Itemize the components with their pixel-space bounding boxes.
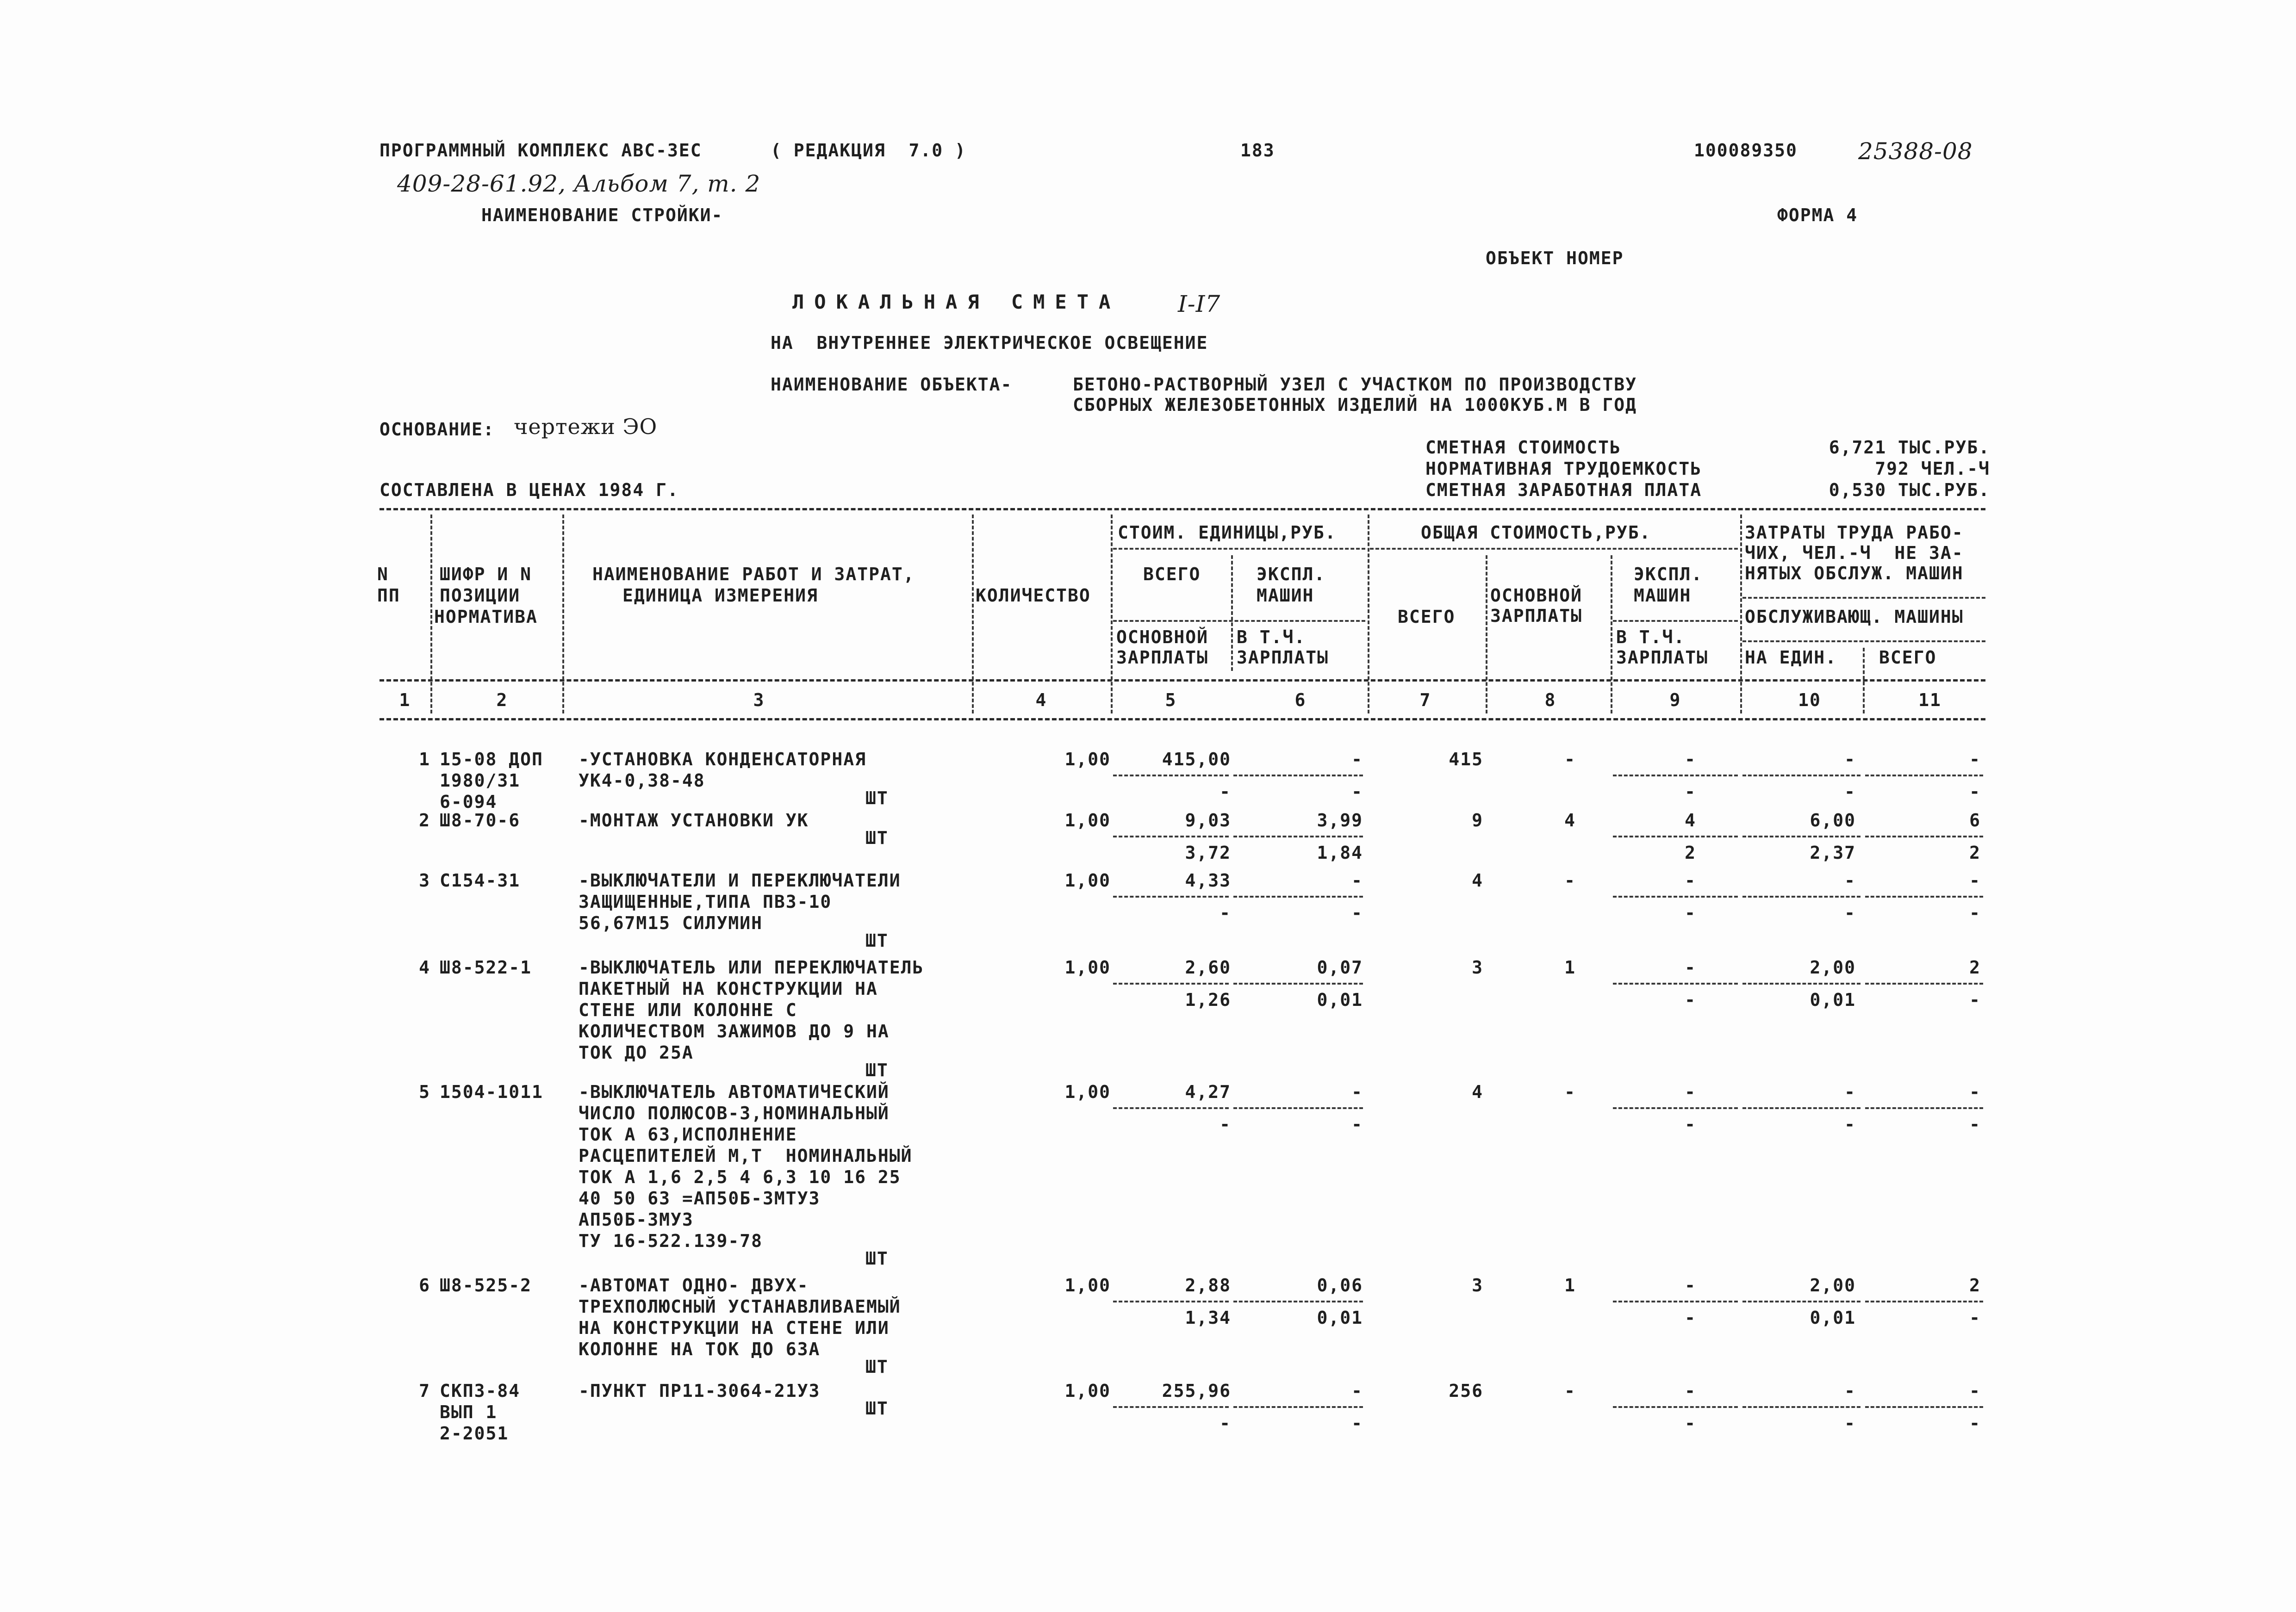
object-name-line2: СБОРНЫХ ЖЕЛЕЗОБЕТОННЫХ ИЗДЕЛИЙ НА 1000КУБ.М В ГОД	[1073, 395, 1637, 415]
row-total-base: -	[1564, 870, 1576, 891]
cell-sub-rule	[1742, 836, 1860, 837]
row-labor-unit-2: -	[1844, 1413, 1856, 1433]
header-pp: ПП	[377, 585, 400, 606]
row-unit-base: 3,72	[1185, 843, 1231, 863]
cell-sub-rule	[1742, 1301, 1860, 1302]
row-unit-expl: -	[1351, 1381, 1363, 1401]
row-unit-vtch: -	[1351, 781, 1363, 802]
row-labor-total-2: -	[1969, 1413, 1981, 1433]
header-labor-1: ЗАТРАТЫ ТРУДА РАБО-	[1745, 522, 1964, 543]
row-labor-total: -	[1969, 870, 1981, 891]
page-number: 183	[1240, 140, 1275, 161]
row-number: 7	[419, 1381, 430, 1401]
header-labor-3: НЯТЫХ ОБСЛУЖ. МАШИН	[1745, 563, 1964, 583]
cell-sub-rule	[1865, 983, 1983, 985]
row-unit-total: 4,27	[1185, 1082, 1231, 1102]
header-sub-rule	[1370, 548, 1738, 550]
row-unit-expl: 3,99	[1317, 810, 1363, 831]
header-sub-rule	[1742, 640, 1985, 642]
row-total-vtch: -	[1685, 1114, 1696, 1135]
col-divider	[1611, 555, 1612, 713]
cell-sub-rule	[1865, 775, 1983, 776]
summary-value-labor: 792 ЧЕЛ.-Ч	[1875, 459, 1990, 479]
cell-sub-rule	[1233, 775, 1363, 776]
cell-sub-rule	[1742, 1406, 1860, 1408]
row-total: 3	[1472, 1275, 1483, 1296]
row-total-base: -	[1564, 749, 1576, 769]
cell-sub-rule	[1742, 1107, 1860, 1109]
row-unit-base: -	[1220, 1114, 1231, 1135]
estimate-subtitle: НА ВНУТРЕННЕЕ ЭЛЕКТРИЧЕСКОЕ ОСВЕЩЕНИЕ	[771, 333, 1208, 353]
cell-sub-rule	[1113, 896, 1229, 898]
basis-label: ОСНОВАНИЕ:	[380, 419, 495, 440]
header-unit-expl-2: МАШИН	[1257, 585, 1314, 606]
header-sub-rule	[1613, 620, 1738, 622]
row-labor-unit: 2,00	[1810, 1275, 1856, 1296]
basis-value: чертежи ЭО	[514, 414, 658, 439]
cell-sub-rule	[1233, 1406, 1363, 1408]
row-code: ВЫП 1	[440, 1402, 498, 1422]
row-labor-unit: -	[1844, 1082, 1856, 1102]
header-unit-vtch-2: ЗАРПЛАТЫ	[1237, 647, 1329, 668]
cell-sub-rule	[1113, 836, 1229, 837]
row-number: 1	[419, 749, 430, 769]
row-labor-total-2: -	[1969, 903, 1981, 923]
row-total-base: 1	[1564, 957, 1576, 978]
row-total-expl: -	[1685, 870, 1696, 891]
header-unit-vtch-1: В Т.Ч.	[1237, 627, 1306, 647]
cell-sub-rule	[1113, 1107, 1229, 1109]
row-unit-expl: -	[1351, 749, 1363, 769]
price-basis: СОСТАВЛЕНА В ЦЕНАХ 1984 Г.	[380, 480, 679, 500]
row-unit-vtch: -	[1351, 903, 1363, 923]
row-name: РАСЦЕПИТЕЛЕЙ М,Т НОМИНАЛЬНЫЙ	[579, 1146, 913, 1166]
row-total-base: -	[1564, 1082, 1576, 1102]
col-divider	[1368, 515, 1369, 713]
cell-sub-rule	[1865, 1406, 1983, 1408]
col-number: 3	[753, 690, 765, 710]
row-labor-unit-2: 2,37	[1810, 843, 1856, 863]
row-labor-total: -	[1969, 749, 1981, 769]
col-number: 7	[1419, 690, 1431, 710]
col-number: 11	[1918, 690, 1941, 710]
row-quantity: 1,00	[1064, 957, 1111, 978]
row-quantity: 1,00	[1064, 810, 1111, 831]
row-total: 3	[1472, 957, 1483, 978]
col-number: 2	[496, 690, 508, 710]
col-divider	[972, 515, 974, 713]
cell-sub-rule	[1233, 1107, 1363, 1109]
row-unit-base: -	[1220, 1413, 1231, 1433]
row-total-vtch: -	[1685, 1413, 1696, 1433]
table-top-rule	[380, 508, 1985, 510]
header-sub-rule	[1113, 548, 1365, 550]
col-number: 8	[1544, 690, 1556, 710]
row-name: НА КОНСТРУКЦИИ НА СТЕНЕ ИЛИ	[579, 1318, 890, 1338]
object-name-line1: БЕТОНО-РАСТВОРНЫЙ УЗЕЛ С УЧАСТКОМ ПО ПРОИЗВОДСТВУ	[1073, 374, 1637, 395]
row-name: СТЕНЕ ИЛИ КОЛОННЕ С	[579, 1000, 797, 1020]
cell-sub-rule	[1113, 1406, 1229, 1408]
row-total-expl: -	[1685, 957, 1696, 978]
header-labor-total: ВСЕГО	[1879, 647, 1937, 668]
summary-label-labor: НОРМАТИВНАЯ ТРУДОЕМКОСТЬ	[1425, 459, 1702, 479]
row-labor-unit-2: 0,01	[1810, 1308, 1856, 1328]
row-total-base: 4	[1564, 810, 1576, 831]
row-code: 6-094	[440, 792, 498, 812]
header-total-expl-2: МАШИН	[1634, 585, 1692, 606]
row-total-expl: -	[1685, 1082, 1696, 1102]
cell-sub-rule	[1742, 775, 1860, 776]
row-number: 6	[419, 1275, 430, 1296]
row-unit-vtch: 0,01	[1317, 1308, 1363, 1328]
row-name: -ВЫКЛЮЧАТЕЛЬ ИЛИ ПЕРЕКЛЮЧАТЕЛЬ	[579, 957, 924, 978]
row-unit: ШТ	[865, 1357, 889, 1377]
row-quantity: 1,00	[1064, 749, 1111, 769]
row-unit-total: 2,88	[1185, 1275, 1231, 1296]
summary-value-cost: 6,721 ТЫС.РУБ.	[1829, 437, 1990, 458]
row-name: ПАКЕТНЫЙ НА КОНСТРУКЦИИ НА	[579, 979, 878, 999]
cell-sub-rule	[1865, 896, 1983, 898]
row-name: ТОК ДО 25А	[579, 1042, 694, 1063]
row-quantity: 1,00	[1064, 1082, 1111, 1102]
table-colnum-rule	[380, 718, 1985, 720]
header-code-3: НОРМАТИВА	[434, 607, 538, 627]
row-number: 5	[419, 1082, 430, 1102]
summary-value-salary: 0,530 ТЫС.РУБ.	[1829, 480, 1990, 500]
row-unit: ШТ	[865, 1398, 889, 1419]
header-sub-rule	[1742, 597, 1985, 599]
row-code: 1504-1011	[440, 1082, 543, 1102]
row-unit-total: 4,33	[1185, 870, 1231, 891]
cell-sub-rule	[1113, 1301, 1229, 1302]
row-number: 4	[419, 957, 430, 978]
row-total-vtch: -	[1685, 1308, 1696, 1328]
row-unit-vtch: -	[1351, 1413, 1363, 1433]
row-total-expl: 4	[1685, 810, 1696, 831]
row-code: 2-2051	[440, 1423, 509, 1444]
summary-label-salary: СМЕТНАЯ ЗАРАБОТНАЯ ПЛАТА	[1425, 480, 1702, 500]
stroyka-label: НАИМЕНОВАНИЕ СТРОЙКИ-	[481, 205, 723, 225]
row-unit-expl: -	[1351, 870, 1363, 891]
row-unit-base: 1,26	[1185, 990, 1231, 1010]
header-total-vtch-1: В Т.Ч.	[1616, 627, 1686, 647]
row-labor-unit-2: -	[1844, 781, 1856, 802]
row-name: -МОНТАЖ УСТАНОВКИ УК	[579, 810, 809, 831]
row-code: Ш8-525-2	[440, 1275, 532, 1296]
program-name: ПРОГРАММНЫЙ КОМПЛЕКС АВС-3ЕС	[380, 140, 702, 161]
row-total-vtch: -	[1685, 990, 1696, 1010]
row-number: 2	[419, 810, 430, 831]
row-name: АП50Б-3МУ3	[579, 1209, 694, 1230]
col-number: 10	[1798, 690, 1821, 710]
cell-sub-rule	[1233, 836, 1363, 837]
row-unit-vtch: 0,01	[1317, 990, 1363, 1010]
row-code: СКПЗ-84	[440, 1381, 521, 1401]
estimate-title: ЛОКАЛЬНАЯ СМЕТА	[792, 291, 1121, 313]
row-name: -УСТАНОВКА КОНДЕНСАТОРНАЯ	[579, 749, 866, 769]
row-labor-unit-2: -	[1844, 903, 1856, 923]
row-total-expl: -	[1685, 1275, 1696, 1296]
row-total-vtch: -	[1685, 781, 1696, 802]
row-labor-unit: -	[1844, 870, 1856, 891]
row-total: 4	[1472, 870, 1483, 891]
cell-sub-rule	[1865, 836, 1983, 837]
row-name: ТРЕХПОЛЮСНЫЙ УСТАНАВЛИВАЕМЫЙ	[579, 1296, 901, 1317]
cell-sub-rule	[1613, 836, 1738, 837]
row-name: КОЛОННЕ НА ТОК ДО 63А	[579, 1339, 821, 1359]
row-labor-unit: -	[1844, 1381, 1856, 1401]
cell-sub-rule	[1613, 896, 1738, 898]
row-unit-base: -	[1220, 781, 1231, 802]
col-divider	[430, 515, 432, 713]
row-code: 1980/31	[440, 770, 521, 791]
row-total: 4	[1472, 1082, 1483, 1102]
row-total: 256	[1449, 1381, 1483, 1401]
header-total-vtch-2: ЗАРПЛАТЫ	[1616, 647, 1709, 668]
row-name: -АВТОМАТ ОДНО- ДВУХ-	[579, 1275, 809, 1296]
row-unit-total: 255,96	[1162, 1381, 1231, 1401]
summary-label-cost: СМЕТНАЯ СТОИМОСТЬ	[1425, 437, 1621, 458]
row-name: -ВЫКЛЮЧАТЕЛЬ АВТОМАТИЧЕСКИЙ	[579, 1082, 890, 1102]
row-labor-unit: 2,00	[1810, 957, 1856, 978]
cell-sub-rule	[1865, 1301, 1983, 1302]
header-unit-total: ВСЕГО	[1143, 564, 1201, 584]
object-label: НАИМЕНОВАНИЕ ОБЪЕКТА-	[771, 374, 1013, 395]
row-unit-expl: 0,07	[1317, 957, 1363, 978]
row-labor-unit: -	[1844, 749, 1856, 769]
row-unit-vtch: -	[1351, 1114, 1363, 1135]
row-name: ЗАЩИЩЕННЫЕ,ТИПА ПВЗ-10	[579, 892, 832, 912]
row-unit: ШТ	[865, 828, 889, 848]
header-name-2: ЕДИНИЦА ИЗМЕРЕНИЯ	[622, 585, 818, 606]
header-unit-expl-1: ЭКСПЛ.	[1257, 564, 1326, 584]
row-labor-total-2: -	[1969, 990, 1981, 1010]
row-total-expl: -	[1685, 749, 1696, 769]
col-number: 5	[1165, 690, 1177, 710]
row-labor-total-2: -	[1969, 1114, 1981, 1135]
header-unit-base-2: ЗАРПЛАТЫ	[1116, 647, 1209, 668]
row-code: 15-08 ДОП	[440, 749, 543, 769]
header-qty: КОЛИЧЕСТВО	[976, 585, 1091, 606]
row-code: Ш8-70-6	[440, 810, 521, 831]
row-unit-expl: 0,06	[1317, 1275, 1363, 1296]
row-name: ТУ 16-522.139-78	[579, 1231, 763, 1251]
header-unit-base-1: ОСНОВНОЙ	[1116, 627, 1209, 647]
cell-sub-rule	[1613, 1107, 1738, 1109]
header-name-1: НАИМЕНОВАНИЕ РАБОТ И ЗАТРАТ,	[592, 564, 915, 584]
row-quantity: 1,00	[1064, 1275, 1111, 1296]
header-total-group: ОБЩАЯ СТОИМОСТЬ,РУБ.	[1421, 522, 1651, 543]
header-unit-group: СТОИМ. ЕДИНИЦЫ,РУБ.	[1118, 522, 1337, 543]
row-unit: ШТ	[865, 1248, 889, 1269]
row-labor-total: -	[1969, 1082, 1981, 1102]
cell-sub-rule	[1742, 896, 1860, 898]
row-quantity: 1,00	[1064, 870, 1111, 891]
row-total: 415	[1449, 749, 1483, 769]
header-total-base-2: ЗАРПЛАТЫ	[1490, 606, 1583, 626]
cell-sub-rule	[1613, 1301, 1738, 1302]
col-divider	[1231, 555, 1233, 671]
cell-sub-rule	[1233, 983, 1363, 985]
header-total-base-1: ОСНОВНОЙ	[1490, 585, 1583, 606]
row-unit-expl: -	[1351, 1082, 1363, 1102]
row-name: УК4-0,38-48	[579, 770, 705, 791]
object-number-label: ОБЪЕКТ НОМЕР	[1486, 248, 1624, 268]
col-divider	[1740, 515, 1742, 713]
row-labor-unit: 6,00	[1810, 810, 1856, 831]
col-divider	[562, 515, 564, 713]
header-total-all: ВСЕГО	[1398, 607, 1456, 627]
row-unit-total: 9,03	[1185, 810, 1231, 831]
row-unit-base: 1,34	[1185, 1308, 1231, 1328]
col-number: 1	[399, 690, 411, 710]
col-divider	[1486, 555, 1487, 713]
row-labor-total: 6	[1969, 810, 1981, 831]
header-labor-4: ОБСЛУЖИВАЮЩ. МАШИНЫ	[1745, 607, 1964, 627]
row-code: С154-31	[440, 870, 521, 891]
cell-sub-rule	[1865, 1107, 1983, 1109]
row-name: 56,67М15 СИЛУМИН	[579, 913, 763, 933]
row-name: 40 50 63 =АП50Б-3МТУ3	[579, 1188, 821, 1209]
row-total-vtch: 2	[1685, 843, 1696, 863]
row-total: 9	[1472, 810, 1483, 831]
estimate-number: I-I7	[1178, 291, 1221, 317]
handwritten-code: 25388-08	[1858, 138, 1973, 165]
handwritten-album-note: 409-28-61.92, Альбом 7, т. 2	[397, 170, 761, 197]
row-name: -ПУНКТ ПР11-3064-21У3	[579, 1381, 821, 1401]
col-number: 9	[1669, 690, 1681, 710]
row-name: -ВЫКЛЮЧАТЕЛИ И ПЕРЕКЛЮЧАТЕЛИ	[579, 870, 901, 891]
cell-sub-rule	[1613, 1406, 1738, 1408]
row-unit-total: 2,60	[1185, 957, 1231, 978]
table-header-rule	[380, 679, 1985, 682]
row-name: ТОК А 63,ИСПОЛНЕНИЕ	[579, 1124, 797, 1145]
row-unit-base: -	[1220, 903, 1231, 923]
col-divider	[1111, 515, 1113, 713]
row-labor-total: 2	[1969, 1275, 1981, 1296]
row-labor-total-2: 2	[1969, 843, 1981, 863]
row-labor-total: -	[1969, 1381, 1981, 1401]
row-labor-total-2: -	[1969, 781, 1981, 802]
row-name: ТОК А 1,6 2,5 4 6,3 10 16 25	[579, 1167, 901, 1187]
row-unit: ШТ	[865, 788, 889, 808]
row-unit: ШТ	[865, 930, 889, 951]
program-edition: ( РЕДАКЦИЯ 7.0 )	[771, 140, 966, 161]
row-unit-vtch: 1,84	[1317, 843, 1363, 863]
col-number: 4	[1035, 690, 1047, 710]
cell-sub-rule	[1233, 896, 1363, 898]
row-name: ЧИСЛО ПОЛЮСОВ-3,НОМИНАЛЬНЫЙ	[579, 1103, 890, 1123]
row-name: КОЛИЧЕСТВОМ ЗАЖИМОВ ДО 9 НА	[579, 1021, 890, 1042]
cell-sub-rule	[1113, 775, 1229, 776]
cell-sub-rule	[1613, 983, 1738, 985]
header-code-2: ПОЗИЦИИ	[440, 585, 521, 606]
col-divider	[1863, 648, 1865, 713]
cell-sub-rule	[1742, 983, 1860, 985]
cell-sub-rule	[1113, 983, 1229, 985]
row-total-vtch: -	[1685, 903, 1696, 923]
header-total-expl-1: ЭКСПЛ.	[1634, 564, 1703, 584]
cell-sub-rule	[1233, 1301, 1363, 1302]
row-number: 3	[419, 870, 430, 891]
col-number: 6	[1294, 690, 1307, 710]
header-labor-unit: НА ЕДИН.	[1745, 647, 1837, 668]
row-quantity: 1,00	[1064, 1381, 1111, 1401]
forma-label: ФОРМА 4	[1777, 205, 1858, 225]
header-n: N	[377, 564, 389, 584]
header-labor-2: ЧИХ, ЧЕЛ.-Ч НЕ ЗА-	[1745, 543, 1964, 563]
document-code: 100089350	[1694, 140, 1798, 161]
row-total-base: -	[1564, 1381, 1576, 1401]
row-labor-total: 2	[1969, 957, 1981, 978]
header-code-1: ШИФР И N	[440, 564, 532, 584]
row-code: Ш8-522-1	[440, 957, 532, 978]
row-labor-total-2: -	[1969, 1308, 1981, 1328]
row-labor-unit-2: -	[1844, 1114, 1856, 1135]
cell-sub-rule	[1613, 775, 1738, 776]
header-sub-rule	[1113, 620, 1365, 622]
row-total-base: 1	[1564, 1275, 1576, 1296]
row-unit: ШТ	[865, 1060, 889, 1080]
row-total-expl: -	[1685, 1381, 1696, 1401]
row-labor-unit-2: 0,01	[1810, 990, 1856, 1010]
row-unit-total: 415,00	[1162, 749, 1231, 769]
